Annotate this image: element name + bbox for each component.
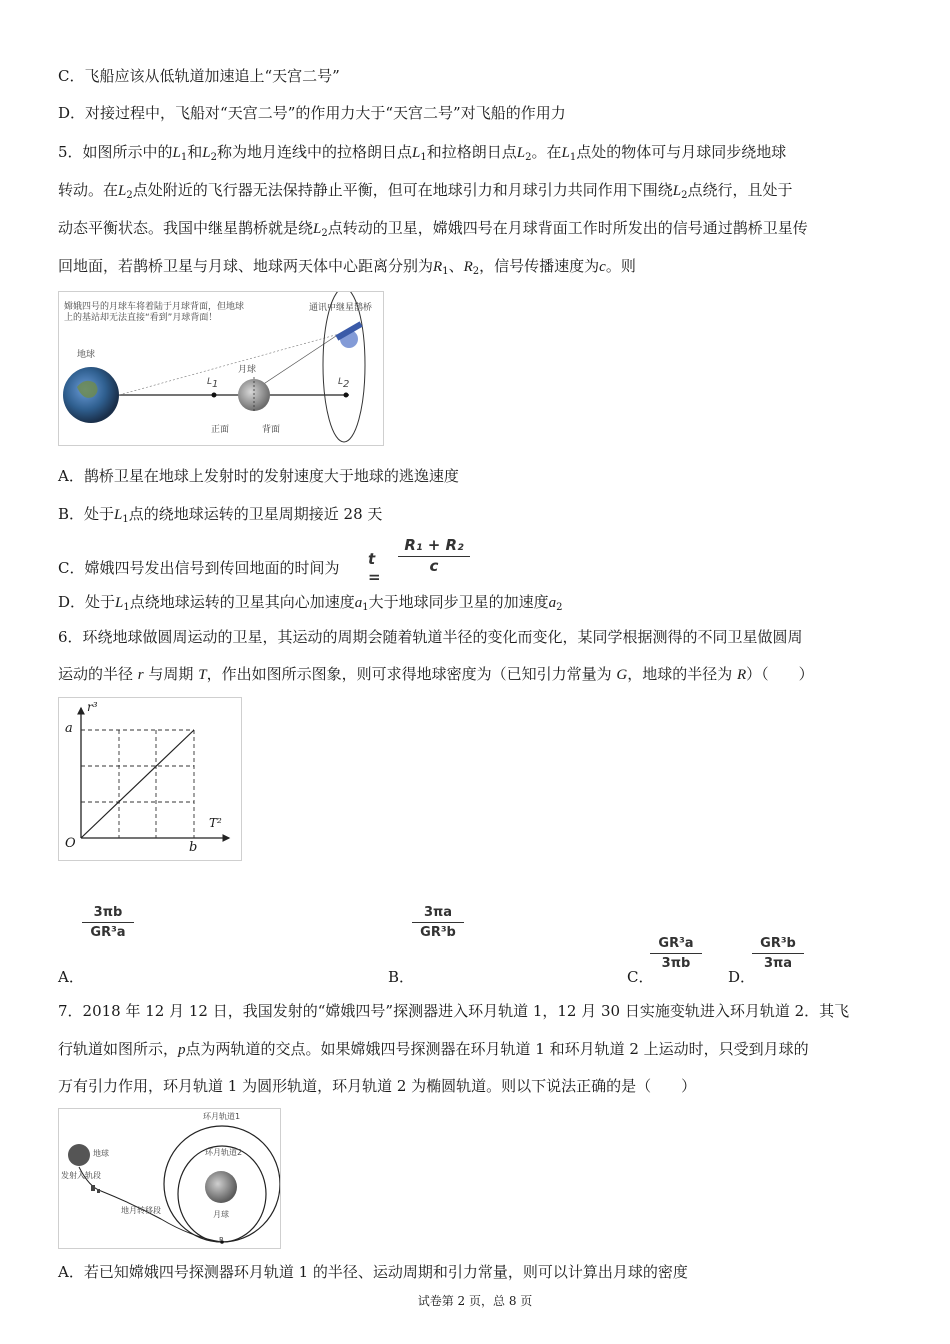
q5-option-b: B．处于$L_1$点的绕地球运转的卫星周期接近 28 天 [58, 505, 383, 525]
l2-label: $L_2$ [338, 377, 350, 390]
q5-lagrange-figure [58, 291, 384, 446]
transfer-phase-label: 地月转移段 [121, 1206, 161, 1215]
figure-note-line2: 上的基站却无法直接“看到”月球背面！ [64, 313, 218, 323]
l2-point [344, 393, 349, 398]
data-line [81, 730, 194, 838]
q5-option-d: D．处于$L_1$点绕地球运转的卫星其向心加速度$a_1$大于地球同步卫星的加速度$a_2$ [58, 593, 563, 613]
q6-option-c-label: C． [627, 968, 654, 986]
q6-option-d-fraction: $\frac{\text{GR³b}}{3\pi a}$ [752, 936, 804, 971]
q5-option-c: C．嫦娥四号发出信号到传回地面的时间为 [58, 559, 340, 577]
q6-r3-t2-graph [58, 697, 242, 861]
q7-stem-line2: 行轨道如图所示，p点为两轨道的交点。如果嫦娥四号探测器在环月轨道 1 和环月轨道 2 上运动时，只受到月球的 [58, 1040, 809, 1058]
q6-stem-line2: 运动的半径 r 与周期 T，作出如图所示图象，则可求得地球密度为（已知引力常量为 G，地球的半径为 R）（ ） [58, 665, 814, 683]
q5-stem-line2: 转动。在$L_2$点处附近的飞行器无法保持静止平衡，但可在地球引力和月球引力共同作用下围绕$L_2$点绕行，且处于 [58, 181, 793, 201]
earth-label: 地球 [93, 1149, 109, 1158]
moon-icon [205, 1171, 237, 1203]
q6-option-b-fraction: $\frac{3\pi a}{\text{GR³b}}$ [412, 905, 464, 940]
l1-label: $L_1$ [207, 377, 219, 390]
earth-icon [68, 1144, 90, 1166]
probe-icon [91, 1185, 100, 1193]
l1-point [212, 393, 217, 398]
q6-stem-line1: 6．环绕地球做圆周运动的卫星，其运动的周期会随着轨道半径的变化而变化，某同学根据测得的不同卫星做圆周 [58, 628, 803, 646]
y-axis-label: r³ [87, 700, 98, 714]
graph-svg [59, 698, 241, 860]
q5-option-a: A．鹊桥卫星在地球上发射时的发射速度大于地球的逃逸速度 [58, 467, 459, 485]
q7-stem-line1: 7．2018 年 12 月 12 日，我国发射的“嫦娥四号”探测器进入环月轨道 1，12 月 30 日实施变轨进入环月轨道 2．其飞 [58, 1002, 850, 1020]
q5-stem-line1: 5．如图所示中的$L_1$和$L_2$称为地月连线中的拉格朗日点$L_1$和拉格朗日点$L_2$。在$L_1$点处的物体可与月球同步绕地球 [58, 143, 787, 163]
figure-note-line1: 嫦娥四号的月球车将着陆于月球背面，但地球 [64, 302, 245, 312]
q6-option-c-fraction: $\frac{\text{GR³a}}{3\pi b}$ [650, 936, 702, 971]
q5-stem-line3: 动态平衡状态。我国中继星鹊桥就是绕$L_2$点转动的卫星，嫦娥四号在月球背面工作时所发出的信号通过鹊桥卫星传 [58, 219, 808, 239]
q7-stem-line3: 万有引力作用，环月轨道 1 为圆形轨道，环月轨道 2 为椭圆轨道。则以下说法正确的是（ ） [58, 1077, 697, 1095]
point-p-label: P [219, 1236, 224, 1244]
q7-option-a: A．若已知嫦娥四号探测器环月轨道 1 的半径、运动周期和引力常量，则可以计算出月球的密度 [58, 1263, 688, 1281]
b-tick-label: b [189, 840, 198, 855]
q6-option-b-label: B． [388, 968, 415, 986]
q4-option-c: C．飞船应该从低轨道加速追上“天宫二号” [58, 67, 340, 85]
earth-label: 地球 [77, 350, 96, 360]
q6-option-a-fraction: $\frac{3\pi b}{\text{GR³a}}$ [82, 905, 134, 940]
moon-label: 月球 [213, 1210, 229, 1219]
q5-stem-line4: 回地面，若鹊桥卫星与月球、地球两天体中心距离分别为$R_1$、$R_2$，信号传播速度为c。则 [58, 257, 636, 277]
orbit-2-label: 环月轨道2 [205, 1148, 243, 1157]
front-side-label: 正面 [211, 425, 230, 435]
q6-option-d-label: D． [728, 968, 756, 986]
a-tick-label: a [65, 721, 73, 736]
q7-orbit-figure [58, 1108, 281, 1249]
back-side-label: 背面 [262, 425, 281, 435]
q6-option-a-label: A． [58, 968, 84, 986]
launch-phase-label: 发射入轨段 [61, 1171, 101, 1180]
origin-label: O [65, 836, 76, 851]
orbit-1-label: 环月轨道1 [203, 1112, 241, 1121]
x-axis-label: T² [209, 816, 222, 830]
relay-satellite-icon [335, 321, 362, 348]
moon-label: 月球 [238, 365, 257, 375]
page-footer: 试卷第 2 页，总 8 页 [417, 1294, 533, 1308]
relay-satellite-label: 通讯中继星鹊桥 [309, 303, 373, 313]
q4-option-d: D．对接过程中，飞船对“天宫二号”的作用力大于“天宫二号”对飞船的作用力 [58, 104, 566, 122]
